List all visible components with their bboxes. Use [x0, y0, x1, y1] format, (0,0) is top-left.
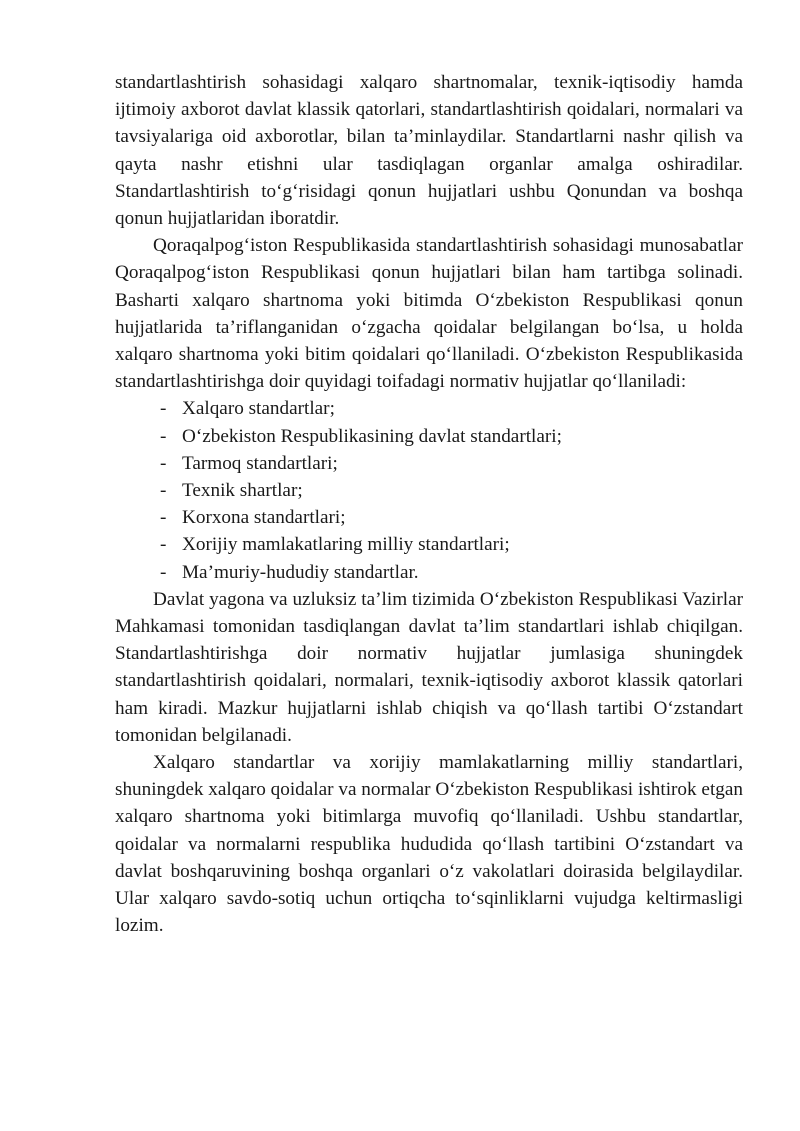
list-item-text: Texnik shartlar; [182, 480, 303, 502]
document-page [115, 69, 743, 940]
paragraph-karakalpakstan-relations: Qoraqalpog‘iston Respublikasida standartlashtirish sohasidagi munosabatlar Qoraqalpog‘iston Respublikasi qonun hujjatlari bilan ham tartibga solinadi. Basharti xalqaro shartnoma yoki bitimda O‘zbekiston Respublikasi qonun hujjatlarida ta’riflanganidan o‘zgacha qoidalar belgilangan bo‘lsa, u holda xalqaro shartnoma yoki bitim qoidalari qo‘llaniladi. O‘zbekiston Respublikasida standartlashtirishga doir quyidagi toifadagi normativ hujjatlar qo‘llaniladi: [115, 235, 743, 393]
paragraph-education-standards: Davlat yagona va uzluksiz ta’lim tizimida O‘zbekiston Respublikasi Vazirlar Mahkamasi tomonidan tasdiqlangan davlat ta’lim standartlari ishlab chiqilgan. Standartlashtirishga doir normativ hujjatlar jumlasiga shuningdek standartlashtirish qoidalari, normalari, texnik-iqtisodiy axborot klassik qatorlari ham kiradi. Mazkur hujjatlarni ishlab chiqish va qo‘llash tartibi O‘zstandart tomonidan belgilanadi. [115, 588, 743, 746]
normative-documents-list [115, 395, 743, 585]
list-item [115, 531, 743, 558]
list-bullet: - [160, 398, 167, 420]
paragraph-standards-info: standartlashtirish sohasidagi xalqaro shartnomalar, texnik-iqtisodiy hamda ijtimoiy axborot davlat klassik qatorlari, standartlashtirish qoidalari, normalari va tavsiyalariga oid axborotlar, bilan ta’minlaydilar. Standartlarni nashr qilish va qayta nashr etishni ular tasdiqlagan organlar amalga oshiradilar. Standartlashtirish to‘g‘risidagi qonun hujjatlari ushbu Qonundan va boshqa qonun hujjatlaridan iboratdir. [115, 72, 743, 230]
list-item [115, 477, 743, 504]
list-bullet: - [160, 507, 167, 529]
list-bullet: - [160, 425, 167, 447]
list-item-text: O‘zbekiston Respublikasining davlat standartlari; [182, 425, 562, 447]
list-bullet: - [160, 480, 167, 502]
list-bullet: - [160, 561, 167, 583]
list-bullet: - [160, 534, 167, 556]
list-item-text: Ma’muriy-hududiy standartlar. [182, 561, 419, 583]
list-item [115, 450, 743, 477]
list-item-text: Xorijiy mamlakatlaring milliy standartlari; [182, 534, 510, 556]
list-item-text: Korxona standartlari; [182, 507, 346, 529]
list-bullet: - [160, 452, 167, 474]
list-item [115, 559, 743, 586]
list-item-text: Xalqaro standartlar; [182, 398, 335, 420]
list-item [115, 423, 743, 450]
list-item [115, 504, 743, 531]
list-item-text: Tarmoq standartlari; [182, 452, 338, 474]
list-item [115, 395, 743, 422]
paragraph-international-standards: Xalqaro standartlar va xorijiy mamlakatlarning milliy standartlari, shuningdek xalqaro qoidalar va normalar O‘zbekiston Respublikasi ishtirok etgan xalqaro shartnoma yoki bitimlarga muvofiq qo‘llaniladi. Ushbu standartlar, qoidalar va normalarni respublika hududida qo‘llash tartibini O‘zstandart va davlat boshqaruvining boshqa organlari o‘z vakolatlari doirasida belgilaydilar. Ular xalqaro savdo-sotiq uchun ortiqcha to‘sqinliklarni vujudga keltirmasligi lozim. [115, 752, 743, 937]
